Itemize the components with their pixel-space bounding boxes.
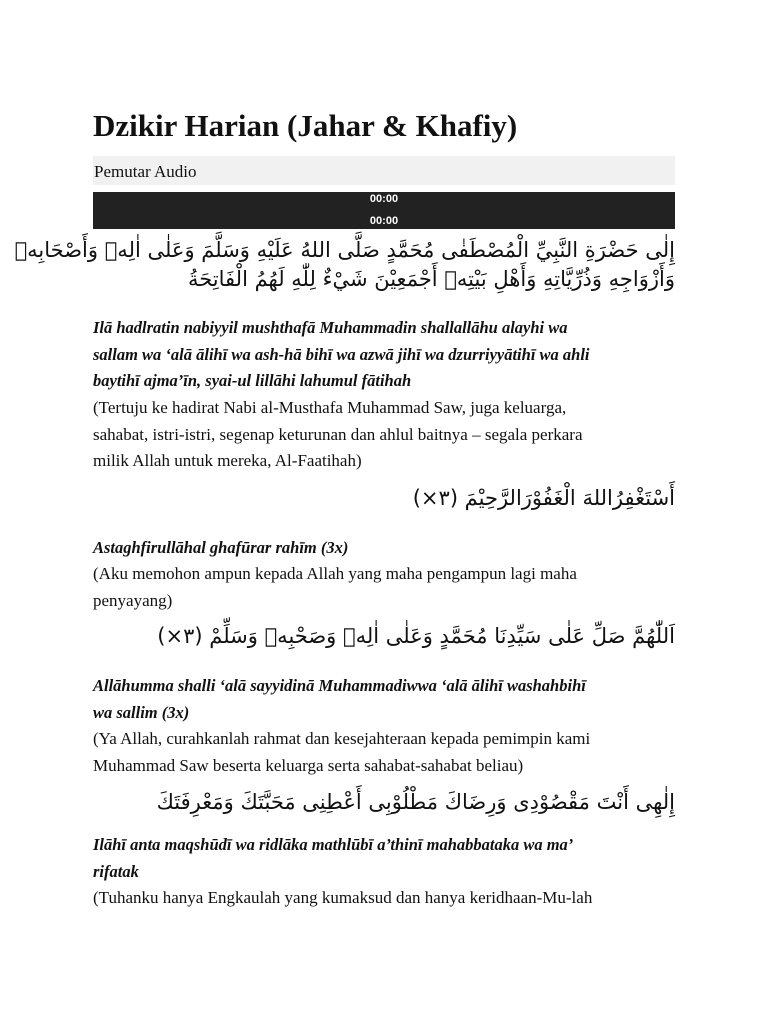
transliteration-line: wa sallim (3x) bbox=[93, 702, 190, 722]
transliteration-3 bbox=[93, 673, 675, 726]
translation-1 bbox=[93, 395, 675, 475]
audio-duration: 00:00 bbox=[369, 215, 399, 227]
transliteration-line: sallam wa ‘alā ālihī wa ash-hā bihī wa azwā jihī wa dzurriyyātihī wa ahli bbox=[93, 344, 590, 364]
transliteration-line: rifatak bbox=[93, 861, 139, 881]
translation-line: Muhammad Saw beserta keluarga serta sahabat-sahabat beliau) bbox=[93, 755, 524, 775]
transliteration-line: Astaghfirullāhal ghafūrar rahīm (3x) bbox=[93, 538, 349, 557]
transliteration-line: Allāhumma shalli ‘alā sayyidinā Muhammadiwwa ‘alā ālihī washahbihī bbox=[93, 676, 586, 695]
arabic-line: اَللّٰهُمَّ صَلِّ عَلٰى سَيِّدِنَا مُحَمَّدٍ وَعَلٰى اٰلِهٖ وَصَحْبِهٖ وَسَلِّمْ (٣×) bbox=[157, 624, 675, 648]
arabic-line: وَأَزْوَاجِهِ وَذُرِّيَّاتِهِ وَأَهْلِ بَيْتِهٖ أَجْمَعِيْنَ شَيْءٌ لِلّٰهِ لَهُمُ الْفَاتِحَةُ bbox=[187, 267, 675, 291]
translation-3 bbox=[93, 726, 675, 779]
transliteration-1 bbox=[93, 315, 675, 395]
translation-line: (Aku memohon ampun kepada Allah yang maha pengampun lagi maha bbox=[93, 564, 577, 583]
translation-line: penyayang) bbox=[93, 590, 173, 610]
translation-line: milik Allah untuk mereka, Al-Faatihah) bbox=[93, 451, 362, 470]
translation-line: (Ya Allah, curahkanlah rahmat dan kesejahteraan kepada pemimpin kami bbox=[93, 729, 591, 748]
transliteration-line: Ilā hadlratin nabiyyil mushthafā Muhammadin shallallāhu alayhi wa bbox=[93, 318, 568, 337]
audio-player-label-text: Pemutar Audio bbox=[94, 162, 197, 181]
translation-line: (Tertuju ke hadirat Nabi al-Musthafa Muhammad Saw, juga keluarga, bbox=[93, 398, 567, 417]
audio-player[interactable] bbox=[93, 192, 675, 229]
translation-2 bbox=[93, 561, 675, 614]
translation-line: sahabat, istri-istri, segenap keturunan dan ahlul baitnya – segala perkara bbox=[93, 424, 583, 444]
audio-player-label bbox=[93, 156, 675, 185]
arabic-text-3 bbox=[93, 622, 675, 651]
translation-4 bbox=[93, 885, 675, 912]
transliteration-line: baytihī ajma’īn, syai-ul lillāhi lahumul fātihah bbox=[93, 371, 412, 390]
transliteration-2 bbox=[93, 535, 675, 562]
audio-current-time: 00:00 bbox=[369, 193, 399, 205]
translation-line: (Tuhanku hanya Engkaulah yang kumaksud dan hanya keridhaan-Mu-lah bbox=[93, 888, 593, 907]
arabic-line: إِلٰى حَضْرَةِ النَّبِيِّ الْمُصْطَفٰى مُحَمَّدٍ صَلَّى اللهُ عَلَيْهِ وَسَلَّمَ وَعَلٰى اٰلِهٖ وَأَصْحَابِهٖ bbox=[14, 238, 675, 262]
arabic-line: أَسْتَغْفِرُاللهَ الْغَفُوْرَالرَّحِيْمَ (٣×) bbox=[412, 486, 675, 510]
arabic-line: إِلٰهِى أَنْتَ مَقْصُوْدِى وَرِضَاكَ مَطْلُوْبِى أَعْطِنِى مَحَبَّتَكَ وَمَعْرِفَتَكَ bbox=[156, 790, 675, 814]
transliteration-4 bbox=[93, 832, 675, 885]
page-title: Dzikir Harian (Jahar & Khafiy) bbox=[93, 108, 518, 143]
transliteration-line: Ilāhī anta maqshūdī wa ridlāka mathlūbī a’thinī mahabbataka wa ma’ bbox=[93, 835, 574, 854]
arabic-text-4 bbox=[93, 788, 675, 817]
arabic-text-2 bbox=[93, 484, 675, 513]
arabic-text-1 bbox=[14, 236, 675, 294]
